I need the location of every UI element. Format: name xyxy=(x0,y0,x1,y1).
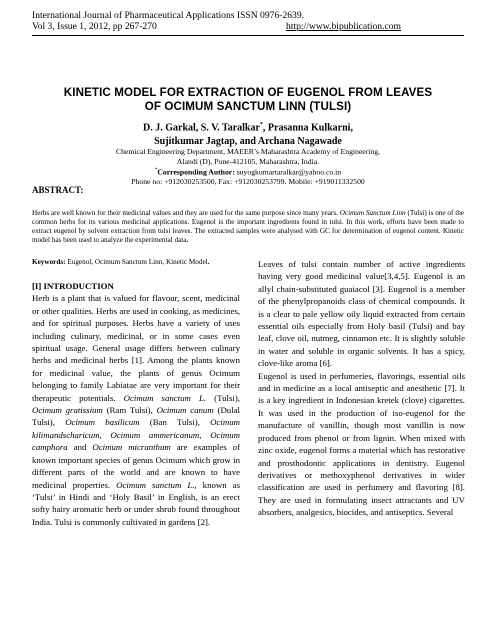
abstract-part-4: . xyxy=(186,236,189,244)
intro-species-6: Ocimum micranthum xyxy=(92,442,171,453)
intro-text-1: Herb is a plant that is valued for flavour, scent, medicinal or other qualities. Herbs are used in cooking, as medicines, and for spiritual purposes. Herbs have a variety of uses including culinary, medicinal, or in some cases even spiritual usage. General usage differs between culinary herbs and medicinal herbs [1]. Among the plants known for medicinal value, the plants of genus Ocimum belonging to family Labiatae are very important for their therapeutic potentials. xyxy=(32,293,240,403)
contact-phone: Phone no: +912030253500, Fax: +912030253799. Mobile: +919011332500 xyxy=(131,177,365,187)
author-line-1 xyxy=(32,118,464,135)
keywords-label: Keywords: xyxy=(32,258,66,266)
abstract-part-1: Herbs are well known for their medicinal values and they are used for the same purpose since many years. xyxy=(32,209,340,217)
keywords-text: Eugenol, Ocimum Sanctum Linn, Kinetic Model xyxy=(65,258,208,266)
author-line-2: Sujitkumar Jagtap, and Archana Nagawade xyxy=(154,136,342,148)
body-paragraph-2: Eugenol is used in perfumeries, flavorings, essential oils and in medicine as a local antiseptic and anesthetic [7]. It is a key ingredient in Indonesian kretek (clove) cigarettes. It was used in the production of iso-eugenol for the manufacture of vanillin, though most vanillin is now produced from phenol or from lignin. When mixed with zinc oxide, eugenol forms a material which has restorative and prosthodontic applications in dentistry. Eugenol derivatives or methoxyphenol derivatives in wider classification are used in perfumery and flavoring [8]. They are used in formulating insect attractants and UV absorbers, analgesics, biocides, and antiseptics. Several xyxy=(258,370,465,518)
affiliation xyxy=(32,147,464,187)
author-marker: * xyxy=(259,122,263,128)
right-column xyxy=(258,258,465,519)
affiliation-line-2: Alandi (D), Pune-412105, Maharashtra, India. xyxy=(176,156,320,166)
corresponding-email: suyogkumartaralkar@yahoo.co.in xyxy=(234,167,342,177)
body-paragraph-1: Leaves of tulsi contain number of active ingredients having very good medicinal value[3,4,5]. Eugenol is an allyl chain-substituted guaiacol [3]. Eugenol is a member of the phenylpropanoids class of chemical compounds. It is a clear to pale yellow oily liquid extracted from certain essential oils especially from Holy basil (Tulsi) and bay leaf, clove oil, nutmeg, cinnamon etc. It is slightly soluble in water and soluble in organic solvents. It has a spicy, clove-like aroma [6]. xyxy=(258,259,465,369)
paper-title-line-2: OF OCIMUM SANCTUM LINN (TULSI) xyxy=(144,100,352,113)
abstract-part-2: Ocimum Sanctum Linn xyxy=(339,209,406,217)
section-heading: [I] INTRODUCTION xyxy=(32,281,114,291)
intro-text-2: (Tulsi), xyxy=(206,392,240,403)
affiliation-line-1: Chemical Engineering Department, MAEER’s Maharashtra Academy of Engineering, xyxy=(115,147,381,156)
intro-species-3: Ocimum canum xyxy=(156,405,214,416)
intro-text-4: (Dulal Tulsi), xyxy=(32,405,240,428)
header-rule xyxy=(32,35,464,36)
corresponding-marker: * xyxy=(154,168,158,174)
intro-text-8: , known as ‘Tulsi’ in Hindi and ‘Holy Basil’ in English, is an erect softy hairy aromatic herb or under shrub found throughout India. Tulsi is commonly cultivated in gardens [2]. xyxy=(32,479,240,527)
abstract-heading: ABSTRACT: xyxy=(32,185,84,195)
corresponding-author xyxy=(32,166,464,177)
journal-name: International Journal of Pharmaceutical Applications ISSN 0976-2639. xyxy=(32,10,305,21)
corresponding-label: Corresponding Author: xyxy=(157,167,235,177)
left-column xyxy=(32,280,240,528)
paper-title xyxy=(32,86,464,114)
keywords-end: . xyxy=(207,258,210,266)
paper-title-line-1: KINETIC MODEL FOR EXTRACTION OF EUGENOL FROM LEAVES xyxy=(63,86,433,99)
journal-url-link[interactable]: http://www.bipublication.com xyxy=(286,21,402,32)
intro-text-7: are examples of known important species of genus Ocimum which grow in different parts of the world and are known to have medicinal properties. xyxy=(32,442,240,490)
keywords xyxy=(32,258,209,266)
abstract-part-3: (Tulsi) is one of the common herbs for its various medicinal applications. Eugenol is the important ingredients found in tulsi. In this work, efforts have been made to extract eugenol by solvent extraction from tulsi leaves. The extracted samples were analysed with GC for determination of eugenol content. Kinetic model has been used to analyze the experimental data xyxy=(32,209,464,244)
intro-species-1: Ocimum sanctum L. xyxy=(123,392,207,403)
author-list xyxy=(32,118,464,149)
author-names-a: D. J. Garkal, S. V. Taralkar xyxy=(143,122,260,134)
intro-species-4: Ocimum basilicum xyxy=(65,417,140,428)
intro-species-7: Ocimum sanctum L. xyxy=(116,479,195,490)
intro-text-3: (Ram Tulsi), xyxy=(102,405,157,416)
abstract-text xyxy=(32,209,464,245)
intro-species-5: Ocimum kilimandscharicum, Ocimum ammericanum, Ocimum camphora xyxy=(32,417,240,453)
journal-header xyxy=(32,10,402,32)
intro-text-5: (Ban Tulsi), xyxy=(139,417,211,428)
author-names-b: , Prasanna Kulkarni, xyxy=(262,122,353,134)
journal-volume: Vol 3, Issue 1, 2012, pp 267-270 xyxy=(32,21,157,32)
intro-paragraph xyxy=(32,292,240,528)
intro-text-6: and xyxy=(67,442,93,453)
intro-species-2: Ocimum gratissium xyxy=(32,405,103,416)
